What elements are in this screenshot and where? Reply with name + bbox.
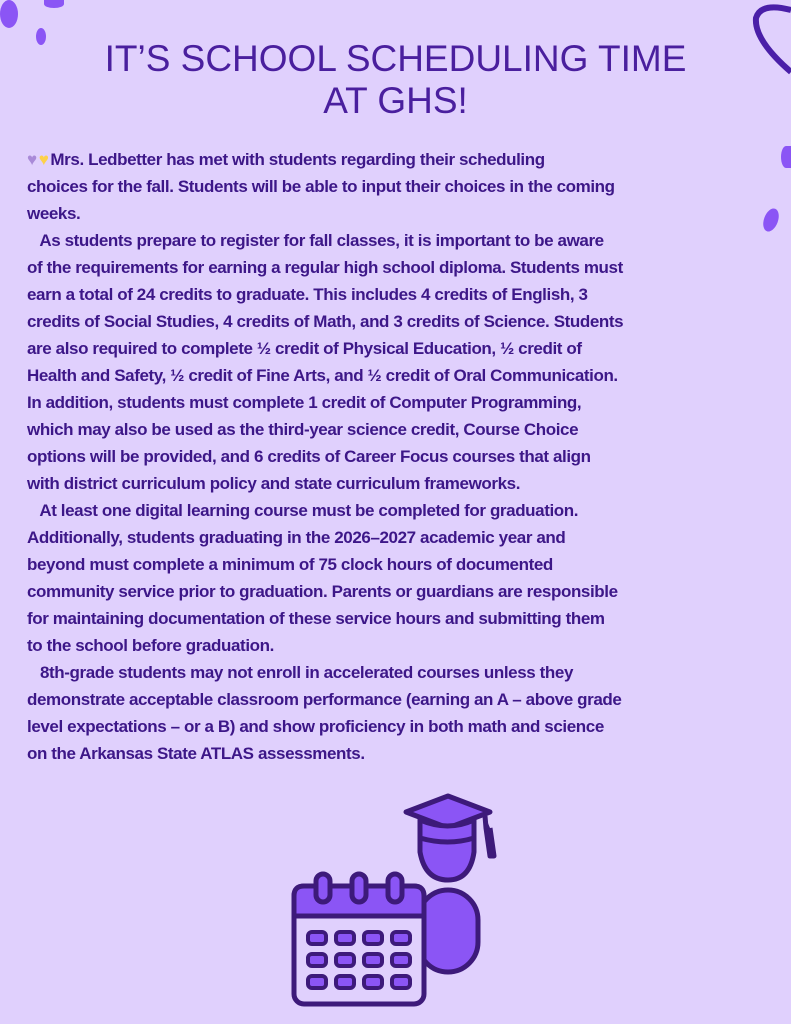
- text-line-content: beyond must complete a minimum of 75 clock hours of documented: [27, 555, 553, 574]
- text-line-content: In addition, students must complete 1 credit of Computer Programming,: [27, 393, 582, 412]
- decor-blob: [781, 146, 791, 168]
- text-line-content: As students prepare to register for fall classes, it is important to be aware: [27, 231, 604, 250]
- text-line-content: are also required to complete ½ credit of Physical Education, ½ credit of: [27, 339, 582, 358]
- text-line: [27, 227, 777, 254]
- text-line-content: to the school before graduation.: [27, 636, 274, 655]
- text-line: [27, 308, 777, 335]
- text-line-content: weeks.: [27, 204, 81, 223]
- text-line-content: of the requirements for earning a regular high school diploma. Students must: [27, 258, 623, 277]
- text-line: [27, 497, 777, 524]
- text-line-content: with district curriculum policy and state curriculum frameworks.: [27, 474, 521, 493]
- text-line: [27, 659, 777, 686]
- text-line: [27, 578, 777, 605]
- text-line-content: credits of Social Studies, 4 credits of Math, and 3 credits of Science. Students: [27, 312, 624, 331]
- text-line: [27, 362, 777, 389]
- text-line: [27, 632, 777, 659]
- text-line-content: choices for the fall. Students will be able to input their choices in the coming: [27, 177, 615, 196]
- text-line-content: Health and Safety, ½ credit of Fine Arts, and ½ credit of Oral Communication.: [27, 366, 618, 385]
- paragraph: [27, 497, 777, 659]
- text-line: [27, 173, 777, 200]
- text-line-content: options will be provided, and 6 credits of Career Focus courses that align: [27, 447, 591, 466]
- text-line-content: community service prior to graduation. Parents or guardians are responsible: [27, 582, 618, 601]
- yellow-heart-icon: ♥: [38, 150, 49, 169]
- text-line: [27, 254, 777, 281]
- text-line: [27, 335, 777, 362]
- text-line-content: which may also be used as the third-year science credit, Course Choice: [27, 420, 579, 439]
- purple-heart-icon: ♥: [27, 150, 37, 169]
- text-line: [27, 389, 777, 416]
- decor-blob: [0, 0, 18, 28]
- text-line: [27, 605, 777, 632]
- text-line-content: level expectations – or a B) and show proficiency in both math and science: [27, 717, 604, 736]
- text-line: [27, 146, 777, 173]
- text-line-content: for maintaining documentation of these service hours and submitting them: [27, 609, 605, 628]
- title-line-1: IT’S SCHOOL SCHEDULING TIME: [104, 38, 687, 79]
- text-line: [27, 740, 777, 767]
- paragraph: [27, 659, 777, 767]
- text-line: [27, 443, 777, 470]
- text-line: [27, 686, 777, 713]
- text-line-content: earn a total of 24 credits to graduate. This includes 4 credits of English, 3: [27, 285, 588, 304]
- text-line: [27, 551, 777, 578]
- text-line-content: Mrs. Ledbetter has met with students regarding their scheduling: [50, 150, 545, 169]
- article-body: [27, 146, 777, 767]
- text-line: [27, 524, 777, 551]
- text-line-content: At least one digital learning course must be completed for graduation.: [27, 501, 579, 520]
- paragraph: [27, 227, 777, 497]
- paragraph: [27, 146, 777, 227]
- text-line: [27, 713, 777, 740]
- calendar-graduate-illustration: [280, 780, 520, 1024]
- text-line: [27, 281, 777, 308]
- text-line-content: 8th-grade students may not enroll in accelerated courses unless they: [27, 663, 573, 682]
- text-line-content: on the Arkansas State ATLAS assessments.: [27, 744, 365, 763]
- text-line-content: demonstrate acceptable classroom performance (earning an A – above grade: [27, 690, 622, 709]
- calendar-icon: [294, 874, 424, 1004]
- title-line-2: AT GHS!: [323, 80, 468, 121]
- text-line: [27, 416, 777, 443]
- text-line: [27, 200, 777, 227]
- text-line-content: Additionally, students graduating in the 2026–2027 academic year and: [27, 528, 566, 547]
- page-title: [0, 38, 791, 122]
- text-line: [27, 470, 777, 497]
- decor-blob: [44, 0, 64, 8]
